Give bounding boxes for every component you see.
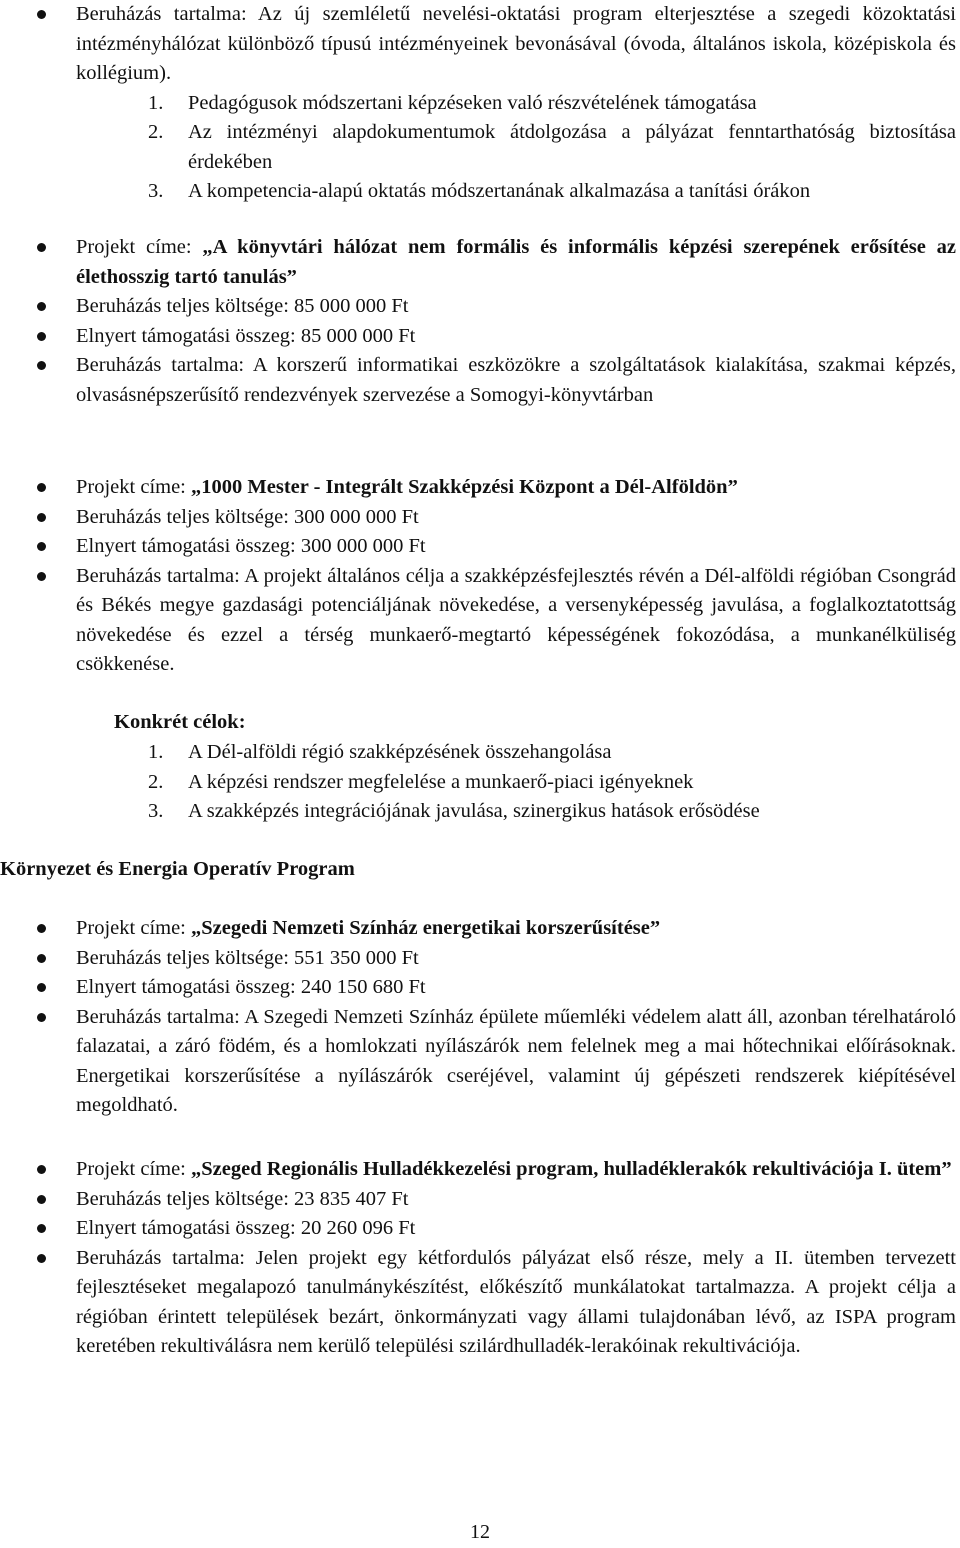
page-number: 12 [470, 1521, 490, 1543]
project-3-block [0, 473, 960, 680]
project-5-content: Beruházás tartalma: Jelen projekt egy kétfordulós pályázat első része, mely a II. ütemben tervezett fejlesztéseket megalapozó tanulmánykészítést, előkészítő munkálatokat tartalmazza. A projekt célja a régióban érintett települések bezárt, önkormányzati vagy állami tulajdonában lévő, az ISPA program keretében rekultiválásra nem kerülő települési szilárdhulladék-lerakóinak rekultivációja. [0, 1244, 960, 1362]
project-5-grant: Elnyert támogatási összeg: 20 260 096 Ft [0, 1214, 960, 1244]
numbered-item-1: 1. Pedagógusok módszertani képzéseken való részvételének támogatása [148, 91, 757, 114]
project-4-block [0, 914, 960, 1121]
project-5-title: Projekt címe: „Szeged Regionális Hulladékkezelési program, hulladéklerakók rekultivációja I. ütem” [0, 1155, 960, 1185]
project-3-cost: Beruházás teljes költsége: 300 000 000 Ft [0, 503, 960, 533]
project-2-cost: Beruházás teljes költsége: 85 000 000 Ft [0, 292, 960, 322]
goal-item-1: 1. A Dél-alföldi régió szakképzésének összehangolása [148, 741, 612, 763]
project-3-grant: Elnyert támogatási összeg: 300 000 000 Ft [0, 532, 960, 562]
goals-list [0, 738, 960, 827]
project-2-content: Beruházás tartalma: A korszerű informatikai eszközökre a szolgáltatások kialakítása, szakmai képzés, olvasásnépszerűsítő rendezvények szervezése a Somogyi-könyvtárban [0, 351, 960, 410]
section-heading: Környezet és Energia Operatív Program [0, 858, 355, 880]
project-4-title: Projekt címe: „Szegedi Nemzeti Színház energetikai korszerűsítése” [0, 914, 960, 944]
project-1-content: Beruházás tartalma: Az új szemléletű nevelési-oktatási program elterjesztése a szegedi közoktatási intézményhálózat különböző típusú intézményeinek bevonásával (óvoda, általános iskola, középiskola és kollégium). [0, 0, 960, 89]
numbered-item-3: 3. A kompetencia-alapú oktatás módszertanának alkalmazása a tanítási órákon [148, 180, 811, 202]
goals-heading: Konkrét célok: [114, 711, 246, 733]
project-3-title: Projekt címe: „1000 Mester - Integrált Szakképzési Központ a Dél-Alföldön” [0, 473, 960, 503]
project-4-grant: Elnyert támogatási összeg: 240 150 680 Ft [0, 973, 960, 1003]
numbered-item-2: 2. Az intézményi alapdokumentumok átdolgozása a pályázat fenntarthatóság biztosítása érdekében [148, 121, 956, 173]
project-2-title: Projekt címe: „A könyvtári hálózat nem formális és informális képzési szerepének erősítése az élethosszig tartó tanulás” [0, 233, 960, 292]
project-5-cost: Beruházás teljes költsége: 23 835 407 Ft [0, 1185, 960, 1215]
project-1-block [0, 0, 960, 207]
goal-item-2: 2. A képzési rendszer megfelelése a munkaerő-piaci igényeknek [148, 770, 694, 793]
project-2-block [0, 233, 960, 410]
project-3-content: Beruházás tartalma: A projekt általános célja a szakképzésfejlesztés révén a Dél-alföldi régióban Csongrád és Békés megye gazdasági potenciáljának növekedése, a versenyképesség javulása, a foglalkoztatottság növekedése és ezzel a térség munkaerő-megtartó képességének fokozódása, a munkanélküliség csökkenése. [0, 562, 960, 680]
project-4-cost: Beruházás teljes költsége: 551 350 000 Ft [0, 944, 960, 974]
project-4-content: Beruházás tartalma: A Szegedi Nemzeti Színház épülete műemléki védelem alatt áll, azonban térelhatároló falazatai, a záró födém, és a homlokzati nyílászárók nem felelnek meg a mai hőtechnikai előírásoknak. Energetikai korszerűsítése a nyílászárók cseréjével, valamint új gépészeti rendszerek kiépítésével megoldható. [0, 1003, 960, 1121]
project-2-grant: Elnyert támogatási összeg: 85 000 000 Ft [0, 322, 960, 352]
goal-item-3: 3. A szakképzés integrációjának javulása, szinergikus hatások erősödése [148, 800, 760, 822]
project-5-block [0, 1155, 960, 1362]
